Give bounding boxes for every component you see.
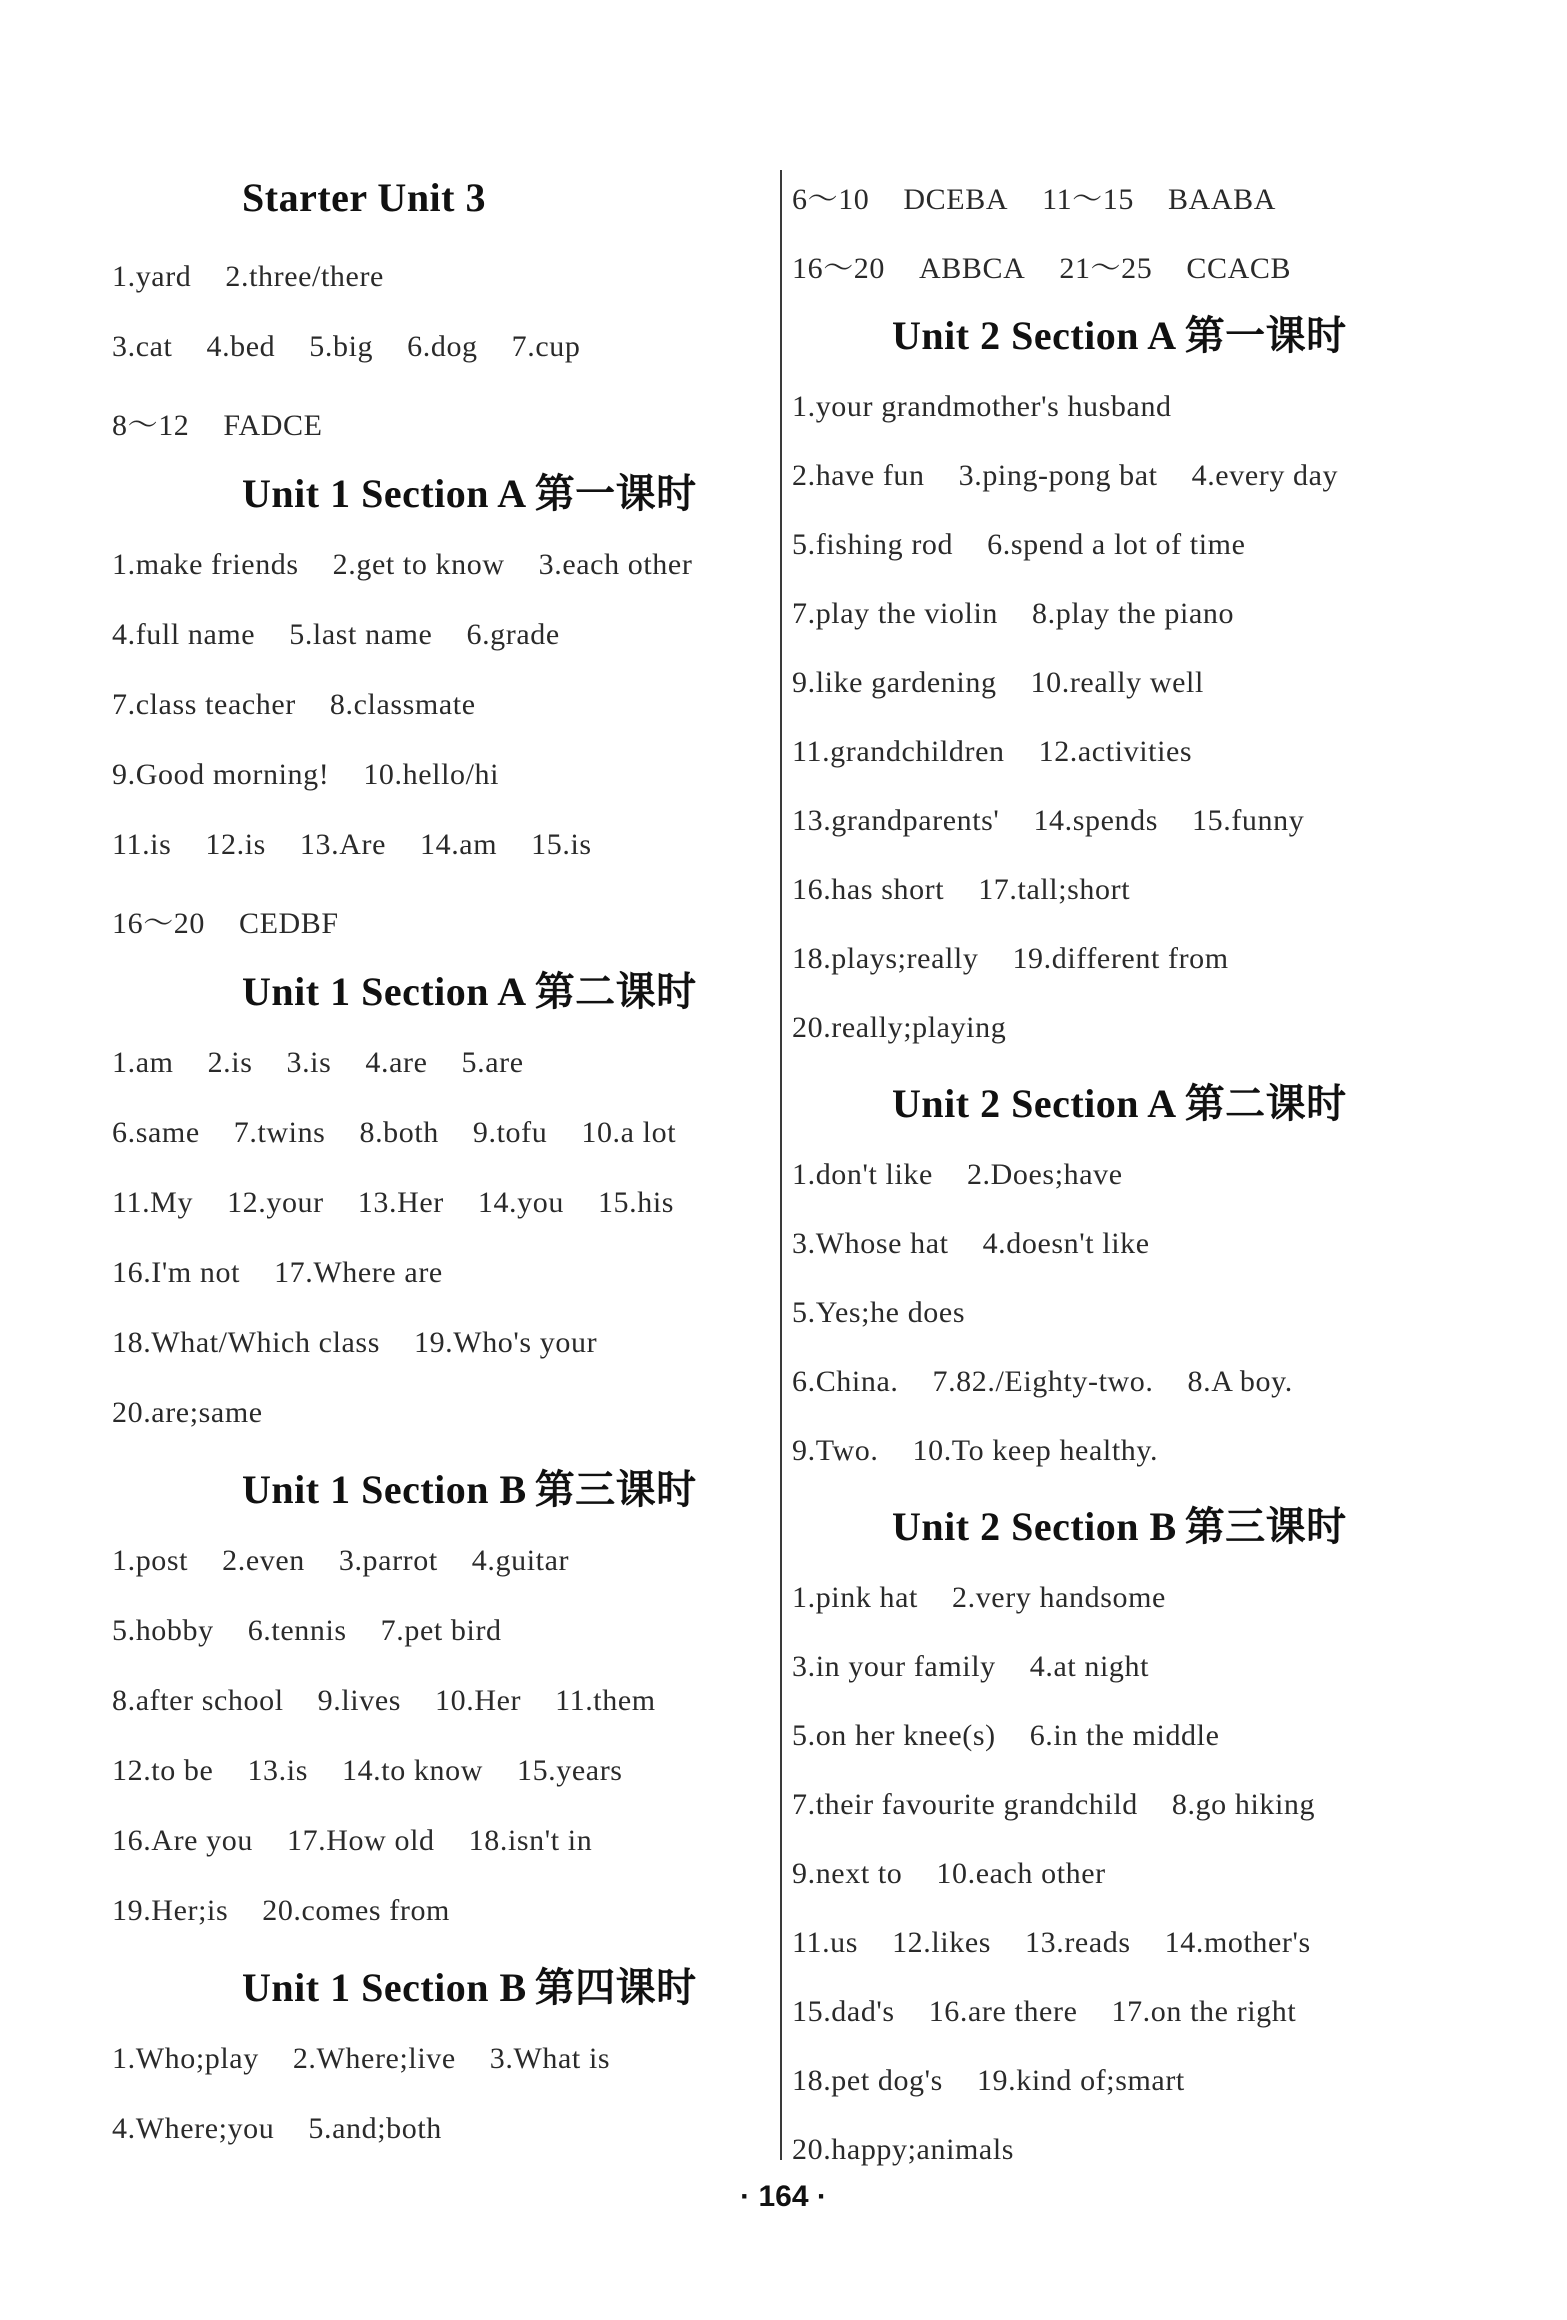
answer-line <box>792 1926 1345 1960</box>
answer-item: 10.each other <box>936 1857 1106 1890</box>
answer-item: 10.Her <box>435 1684 522 1717</box>
answer-item: 1.post <box>112 1544 189 1577</box>
answer-line <box>112 758 533 792</box>
answer-item: 11.My <box>112 1186 194 1219</box>
answer-item: 17.tall;short <box>978 873 1131 906</box>
answer-item: 3.cat <box>112 330 173 363</box>
answer-line <box>792 1158 1157 1192</box>
answer-item: 15.dad's <box>792 1995 895 2028</box>
answer-item: 20.really;playing <box>792 1011 1007 1044</box>
answer-line <box>792 942 1263 976</box>
section-heading <box>242 1956 697 2013</box>
answer-line <box>792 528 1280 562</box>
answer-item: DCEBA <box>903 183 1009 216</box>
answer-item: 1.make friends <box>112 548 299 581</box>
answer-item: 11.grandchildren <box>792 735 1005 768</box>
answer-line <box>792 1011 1040 1045</box>
answer-item: 4.at night <box>1029 1650 1150 1683</box>
answer-item: 3.in your family <box>792 1650 996 1683</box>
answer-item: 11～15 <box>1042 183 1134 216</box>
answer-item: 13.Her <box>357 1186 444 1219</box>
answer-item: 13.is <box>247 1754 308 1787</box>
answer-item: 2.three/there <box>225 260 384 293</box>
answer-line <box>112 2112 476 2146</box>
answer-item: 4.guitar <box>471 1544 570 1577</box>
answer-line <box>112 330 614 364</box>
section-heading-text: Starter Unit 3 <box>242 175 486 220</box>
section-heading <box>242 1458 697 1515</box>
answer-item: 14.am <box>420 828 498 861</box>
answer-line <box>792 1857 1140 1891</box>
answer-item: 4.full name <box>112 618 256 651</box>
answer-item: 2.even <box>222 1544 305 1577</box>
section-heading-lesson: 第二课时 <box>534 969 697 1015</box>
answer-item: 6.tennis <box>247 1614 347 1647</box>
answer-item: 4.Where;you <box>112 2112 275 2145</box>
answer-item: 8.both <box>359 1116 439 1149</box>
answer-item: 9.tofu <box>472 1116 548 1149</box>
answer-item: 11.is <box>112 828 172 861</box>
answer-item: 5.last name <box>289 618 433 651</box>
answer-item: 9.like gardening <box>792 666 997 699</box>
answer-line <box>792 873 1164 907</box>
answer-line <box>112 1046 558 1080</box>
answer-item: 12.likes <box>892 1926 992 1959</box>
section-heading <box>892 1495 1347 1552</box>
answer-item: 6～10 <box>792 183 870 216</box>
answer-line <box>112 1684 690 1718</box>
answer-item: 13.Are <box>299 828 386 861</box>
answer-item: 7.cup <box>511 330 581 363</box>
section-heading <box>242 960 697 1017</box>
answer-item: 2.get to know <box>332 548 505 581</box>
answer-line <box>792 243 1325 287</box>
page-number: · 164 · <box>740 2180 827 2213</box>
answer-line <box>792 1365 1327 1399</box>
answer-item: 6.same <box>112 1116 200 1149</box>
answer-item: 4.are <box>365 1046 428 1079</box>
answer-item: 3.ping-pong bat <box>958 459 1158 492</box>
answer-item: 19.Her;is <box>112 1894 229 1927</box>
answer-item: ABBCA <box>919 252 1026 285</box>
answer-item: 12.is <box>205 828 266 861</box>
answer-line <box>792 1296 999 1330</box>
answer-item: 2.very handsome <box>952 1581 1166 1614</box>
answer-item: 4.doesn't like <box>982 1227 1150 1260</box>
answer-item: 10.really well <box>1030 666 1204 699</box>
answer-item: 5.and;both <box>308 2112 442 2145</box>
answer-item: 19.Who's your <box>413 1326 598 1359</box>
answer-item: 1.pink hat <box>792 1581 918 1614</box>
answer-line <box>792 1227 1184 1261</box>
answer-item: 5.fishing rod <box>792 528 954 561</box>
answer-line <box>792 597 1268 631</box>
answer-item: 4.every day <box>1191 459 1339 492</box>
answer-line <box>112 618 594 652</box>
answer-item: 17.Where are <box>274 1256 443 1289</box>
answer-item: 4.bed <box>206 330 276 363</box>
answer-line <box>112 1614 536 1648</box>
answer-item: 15.his <box>597 1186 675 1219</box>
answer-line <box>792 735 1226 769</box>
answer-line <box>112 260 418 294</box>
answer-item: 19.kind of;smart <box>976 2064 1185 2097</box>
answer-item: 8.go hiking <box>1171 1788 1316 1821</box>
answer-item: 1.yard <box>112 260 192 293</box>
answer-line <box>792 390 1206 424</box>
answer-line <box>792 1995 1330 2029</box>
answer-item: 2.have fun <box>792 459 925 492</box>
section-heading-text: Unit 1 Section B <box>242 1467 527 1512</box>
answer-line <box>112 2042 644 2076</box>
answer-item: 14.spends <box>1033 804 1159 837</box>
answer-line <box>112 1116 710 1150</box>
answer-item: 18.plays;really <box>792 942 979 975</box>
answer-item: 15.is <box>531 828 592 861</box>
answer-item: 16～20 <box>792 252 885 285</box>
answer-line <box>792 1434 1192 1468</box>
answer-item: 18.What/Which class <box>112 1326 380 1359</box>
answer-item: 17.on the right <box>1111 1995 1297 2028</box>
answer-item: 20.are;same <box>112 1396 263 1429</box>
answer-item: 6.dog <box>407 330 478 363</box>
answer-item: 14.mother's <box>1164 1926 1311 1959</box>
answer-item: 7.pet bird <box>380 1614 502 1647</box>
answer-line <box>112 1256 477 1290</box>
answer-line <box>792 459 1372 493</box>
section-heading-text: Unit 2 Section B <box>892 1504 1177 1549</box>
answer-line <box>112 1894 484 1928</box>
section-heading-text: Unit 1 Section A <box>242 471 527 516</box>
answer-line <box>792 1788 1349 1822</box>
answer-item: 20.happy;animals <box>792 2133 1015 2166</box>
answer-item: 6.grade <box>466 618 560 651</box>
section-heading-lesson: 第二课时 <box>1184 1081 1347 1127</box>
answer-line <box>792 2133 1048 2167</box>
section-heading-lesson: 第三课时 <box>534 1467 697 1513</box>
answer-item: 18.isn't in <box>468 1824 593 1857</box>
answer-item: 9.Good morning! <box>112 758 330 791</box>
column-divider <box>780 170 782 2160</box>
answer-item: 3.Whose hat <box>792 1227 949 1260</box>
answer-item: 15.years <box>516 1754 623 1787</box>
answer-item: 13.grandparents' <box>792 804 1000 837</box>
answer-item: 7.class teacher <box>112 688 296 721</box>
answer-item: 2.is <box>207 1046 253 1079</box>
answer-item: 7.their favourite grandchild <box>792 1788 1138 1821</box>
section-heading-text: Unit 2 Section A <box>892 1081 1177 1126</box>
answer-line <box>112 688 510 722</box>
answer-item: 15.funny <box>1192 804 1305 837</box>
answer-item: 8.classmate <box>329 688 476 721</box>
answer-item: 7.twins <box>233 1116 326 1149</box>
answer-line <box>112 400 357 444</box>
answer-line <box>112 1396 297 1430</box>
answer-item: 16.are there <box>928 1995 1078 2028</box>
answer-item: 1.your grandmother's husband <box>792 390 1172 423</box>
answer-item: 10.a lot <box>581 1116 677 1149</box>
answer-item: 16.Are you <box>112 1824 253 1857</box>
answer-item: 9.lives <box>317 1684 402 1717</box>
answer-item: 10.To keep healthy. <box>912 1434 1159 1467</box>
answer-line <box>792 174 1310 218</box>
section-heading <box>892 304 1347 361</box>
answer-item: 16～20 <box>112 907 205 940</box>
answer-line <box>112 1824 626 1858</box>
answer-item: CCACB <box>1186 252 1292 285</box>
answer-line <box>792 1719 1254 1753</box>
answer-item: 2.Where;live <box>292 2042 456 2075</box>
answer-item: 10.hello/hi <box>363 758 500 791</box>
section-heading-text: Unit 2 Section A <box>892 313 1177 358</box>
answer-line <box>112 1754 657 1788</box>
answer-item: 6.spend a lot of time <box>987 528 1246 561</box>
answer-line <box>112 1544 603 1578</box>
answer-item: FADCE <box>223 409 323 442</box>
answer-line <box>792 1650 1183 1684</box>
answer-item: 6.in the middle <box>1029 1719 1220 1752</box>
answer-item: 17.How old <box>286 1824 435 1857</box>
section-heading-lesson: 第一课时 <box>534 471 697 517</box>
answer-item: 12.activities <box>1038 735 1193 768</box>
answer-item: 12.to be <box>112 1754 214 1787</box>
answer-item: 3.is <box>286 1046 332 1079</box>
answer-item: 21～25 <box>1059 252 1153 285</box>
section-heading-lesson: 第一课时 <box>1184 313 1347 359</box>
answer-line <box>112 548 726 582</box>
answer-item: 7.play the violin <box>792 597 999 630</box>
answer-line <box>112 898 373 942</box>
answer-item: 1.don't like <box>792 1158 933 1191</box>
answer-item: 11.us <box>792 1926 859 1959</box>
answer-line <box>792 2064 1219 2098</box>
answer-item: 14.you <box>477 1186 564 1219</box>
answer-line <box>112 1326 631 1360</box>
section-heading <box>892 1072 1347 1129</box>
answer-item: CEDBF <box>239 907 339 940</box>
answer-item: 14.to know <box>341 1754 483 1787</box>
answer-item: 11.them <box>555 1684 656 1717</box>
answer-item: BAABA <box>1167 183 1276 216</box>
section-heading-text: Unit 1 Section A <box>242 969 527 1014</box>
answer-item: 5.hobby <box>112 1614 214 1647</box>
answer-item: 2.Does;have <box>966 1158 1123 1191</box>
answer-item: 1.Who;play <box>112 2042 259 2075</box>
answer-item: 5.on her knee(s) <box>792 1719 996 1752</box>
answer-item: 20.comes from <box>262 1894 450 1927</box>
answer-item: 9.next to <box>792 1857 903 1890</box>
answer-item: 12.your <box>227 1186 324 1219</box>
section-heading-lesson: 第三课时 <box>1184 1504 1347 1550</box>
answer-item: 3.each other <box>538 548 693 581</box>
answer-line <box>792 666 1238 700</box>
answer-line <box>792 1581 1200 1615</box>
answer-line <box>792 804 1338 838</box>
answer-line <box>112 1186 708 1220</box>
answer-item: 8.A boy. <box>1187 1365 1293 1398</box>
answer-item: 13.reads <box>1025 1926 1131 1959</box>
section-heading <box>242 462 697 519</box>
answer-line <box>112 828 626 862</box>
answer-item: 16.has short <box>792 873 945 906</box>
answer-item: 6.China. <box>792 1365 899 1398</box>
section-heading-lesson: 第四课时 <box>534 1965 697 2011</box>
answer-item: 19.different from <box>1012 942 1229 975</box>
answer-item: 8.play the piano <box>1032 597 1235 630</box>
section-heading-text: Unit 1 Section B <box>242 1965 527 2010</box>
answer-item: 5.Yes;he does <box>792 1296 966 1329</box>
answer-item: 9.Two. <box>792 1434 879 1467</box>
answer-item: 1.am <box>112 1046 174 1079</box>
answer-item: 3.parrot <box>338 1544 438 1577</box>
answer-item: 8～12 <box>112 409 190 442</box>
answer-item: 18.pet dog's <box>792 2064 943 2097</box>
section-heading <box>242 174 486 221</box>
answer-item: 5.big <box>309 330 374 363</box>
answer-item: 16.I'm not <box>112 1256 241 1289</box>
answer-item: 5.are <box>461 1046 524 1079</box>
answer-item: 8.after school <box>112 1684 284 1717</box>
answer-item: 3.What is <box>489 2042 611 2075</box>
answer-item: 7.82./Eighty-two. <box>932 1365 1154 1398</box>
